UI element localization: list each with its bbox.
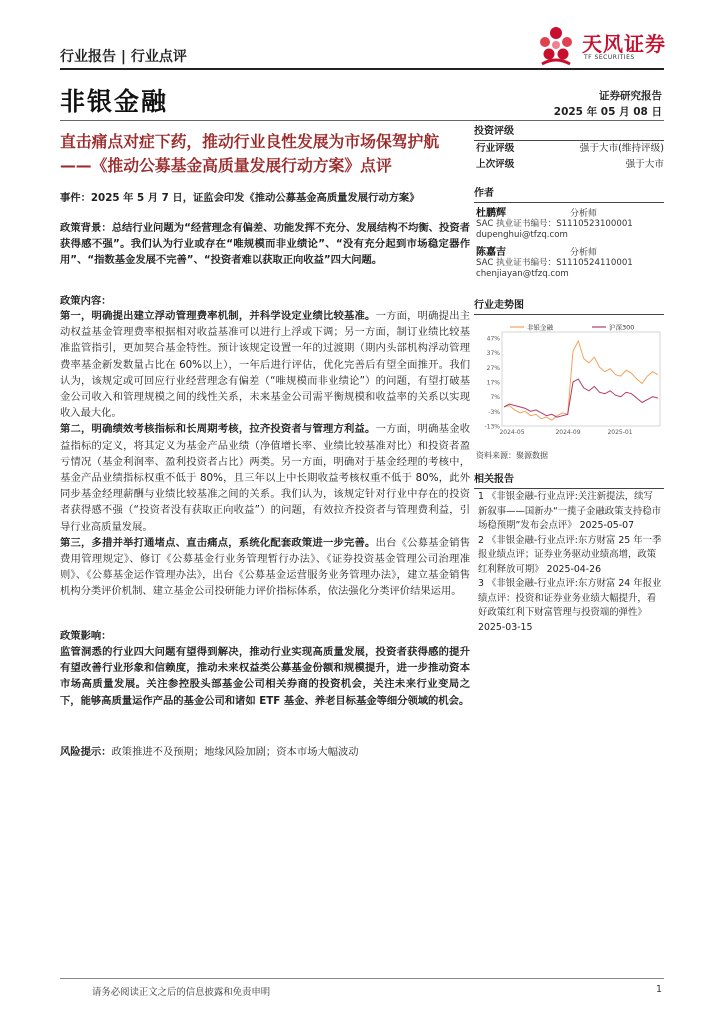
y-tick-label: 47% xyxy=(486,335,500,343)
measure-3-text: 出台《公募基金销售费用管理规定》、修订《公募基金行业务管理暂行办法》、《证券投资基金管理公司治理准则》、《公募基金运作管理办法》，出台《公募基金运营服务业务管理办法》，建立基金销售机构分类评价机制、建立基金公司投研能力评价指标体系，依法强化分类评价结果运用。 xyxy=(60,536,471,598)
related-report-item[interactable]: 2 《非银金融-行业点评:东方财富 25 年一季报业绩点评；证券业务驱动业绩高增，政策红利释放可期》 2025-04-26 xyxy=(478,534,662,575)
measure-3-lead: 第三，多措并举打通堵点、直击痛点，系统化配套政策进一步完善。 xyxy=(60,536,376,549)
industry-rating-row xyxy=(474,142,664,156)
author-sac: SAC 执业证书编号：S1110523100001 xyxy=(476,219,633,229)
author-role: 分析师 xyxy=(570,209,598,219)
sector-title: 非银金融 xyxy=(60,87,169,116)
series-line-1 xyxy=(504,341,658,420)
logo-flower-icon xyxy=(534,24,578,68)
measure-2-lead: 第二，明确绩效考核指标和长周期考核，拉齐投资者与管理方利益。 xyxy=(60,423,376,436)
impact-paragraph: 监管洞悉的行业四大问题有望得到解决，推动行业实现高质量发展，投资者获得感的提升有望改善行业形象和信赖度，推动未来权益类公募基金份额和规模提升，进一步推动资本市场高质量发展。关注参控股头部基金公司相关券商的投资机会，关注未来行业变局之下，能够高质量运作产品的基金公司和诸如 ETF 基金、养老目标基金等细分领域的机会。 xyxy=(60,646,470,707)
measure-2-text: 一方面，明确基金收益指标的定义，将其定义为基金产品业绩（净值增长率、业绩比较基准对比）和投资者盈亏情况（基金利润率、盈利投资者占比）两类。另一方面，明确对于基金经理的考核中，基金产品业绩指标权重不低于 80%，且三年以上中长期收益考核权重不低于 80%，此外同步基金经理薪酬与业绩比较基准之间的关系。我们认为，该规定针对行业中存在的投资者获得感不强（“投资者没有获取正向收益”）的问题，有效拉齐投资者与管理费利益，引导行业高质量发展。 xyxy=(60,423,471,533)
brand-logo xyxy=(534,20,664,70)
x-tick-label: 2025-01 xyxy=(607,429,633,436)
related-report-item[interactable]: 3 《非银金融-行业点评:东方财富 24 年报业绩点评：投资和证券业务业绩大幅提升，看好政策红利下财富管理与投资端的弹性》 2025-03-15 xyxy=(478,578,662,633)
measures-heading: 政策内容： xyxy=(60,295,112,307)
author-email[interactable]: dupenghui@tfzq.com xyxy=(476,230,568,240)
legend-label: 沪深300 xyxy=(609,323,635,332)
last-rating-value: 强于大市 xyxy=(625,159,664,170)
y-tick-label: 7% xyxy=(490,394,500,402)
y-tick-label: -13% xyxy=(484,423,500,431)
impact-heading: 政策影响： xyxy=(60,630,112,642)
author-card xyxy=(476,247,664,280)
industry-rating-label: 行业评级 xyxy=(476,143,515,154)
event-paragraph: 事件：2025 年 5 月 7 日，证监会印发《推动公募基金高质量发展行动方案》 xyxy=(60,192,420,204)
report-type: 证券研究报告 xyxy=(599,90,662,102)
section-rule xyxy=(60,120,664,121)
logo-chinese-name: 天风证券 xyxy=(582,32,666,56)
x-tick-label: 2024-09 xyxy=(555,429,581,436)
disclaimer-note: 请务必阅读正文之后的信息披露和免责申明 xyxy=(92,987,271,998)
authors-heading: 作者 xyxy=(474,186,664,203)
trend-heading: 行业走势图 xyxy=(474,298,664,315)
measure-3 xyxy=(60,535,470,600)
y-tick-label: 37% xyxy=(486,350,500,358)
y-tick-label: -3% xyxy=(488,408,500,416)
author-sac: SAC 执业证书编号：S1110524110001 xyxy=(476,258,633,268)
report-title: 直击痛点对症下药，推动行业良性发展为市场保驾护航——《推动公募基金高质量发展行动方案》点评 xyxy=(60,132,440,175)
series-line-2 xyxy=(504,379,658,417)
chart-source: 资料来源：聚源数据 xyxy=(476,451,548,460)
measure-1-text: 一方面，明确提出主动权益基金管理费率根据相对收益基准可以进行上浮或下调；另一方面，制订业绩比较基准监管指引，更加契合基金特性。预计该规定设置一年的过渡期（期内头部机构浮动管理费率基金新发数量占比在 60%以上），一年后进行评估，优化完善后有望全面推开。我们认为，该规定或可回应行业经营理念有偏差（“唯规模而非业绩论”）的问题，有望打破基金公司收入和管理规模之间的线性关系，未来基金公司需平衡规模和收益率的关系以实现收入最大化。 xyxy=(60,310,471,420)
related-heading: 相关报告 xyxy=(474,472,664,489)
measure-1 xyxy=(60,308,470,421)
footer-rule xyxy=(60,978,664,979)
last-rating-label: 上次评级 xyxy=(476,159,515,170)
related-report-item[interactable]: 1 《非银金融-行业点评:关注新提法，续写新叙事——国新办“一揽子金融政策支持稳市场稳预期”发布会点评》 2025-05-07 xyxy=(478,491,661,531)
last-rating-row xyxy=(474,158,664,172)
x-tick-label: 2024-05 xyxy=(499,429,525,436)
report-category: 行业报告 | 行业点评 xyxy=(60,49,187,65)
measure-1-lead: 第一，明确提出建立浮动管理费率机制，并科学设定业绩比较基准。 xyxy=(60,310,376,322)
author-email[interactable]: chenjiayan@tfzq.com xyxy=(476,269,569,279)
logo-english-name: TF SECURITIES xyxy=(584,54,635,61)
page-number: 1 xyxy=(656,984,662,995)
industry-rating-value: 强于大市(维持评级) xyxy=(579,143,664,154)
author-role: 分析师 xyxy=(570,248,598,258)
y-tick-label: 17% xyxy=(486,379,500,387)
risk-paragraph xyxy=(60,744,470,760)
risk-heading: 风险提示： xyxy=(60,746,112,758)
related-reports-list xyxy=(478,490,662,635)
measure-2 xyxy=(60,421,470,534)
report-date: 2025 年 05 月 08 日 xyxy=(553,106,662,118)
industry-trend-chart xyxy=(474,318,664,438)
author-name: 陈嘉吉 xyxy=(476,247,506,258)
legend-label: 非银金融 xyxy=(527,323,553,332)
y-tick-label: 27% xyxy=(486,364,500,372)
author-name: 杜鹏辉 xyxy=(476,208,506,219)
rating-heading: 投资评级 xyxy=(474,124,664,141)
risk-text: 政策推进不及预期；地缘风险加剧；资本市场大幅波动 xyxy=(111,746,359,758)
header-rule xyxy=(60,68,664,70)
background-paragraph: 政策背景：总结行业问题为“经营理念有偏差、功能发挥不充分、发展结构不均衡、投资者获得感不强”。我们认为行业或存在“唯规模而非业绩论”、“没有充分起到市场稳定器作用”、“指数基金发展不完善”、“投资者难以获取正向收益”四大问题。 xyxy=(60,222,470,267)
author-card xyxy=(476,208,664,241)
measures-body xyxy=(60,308,470,600)
